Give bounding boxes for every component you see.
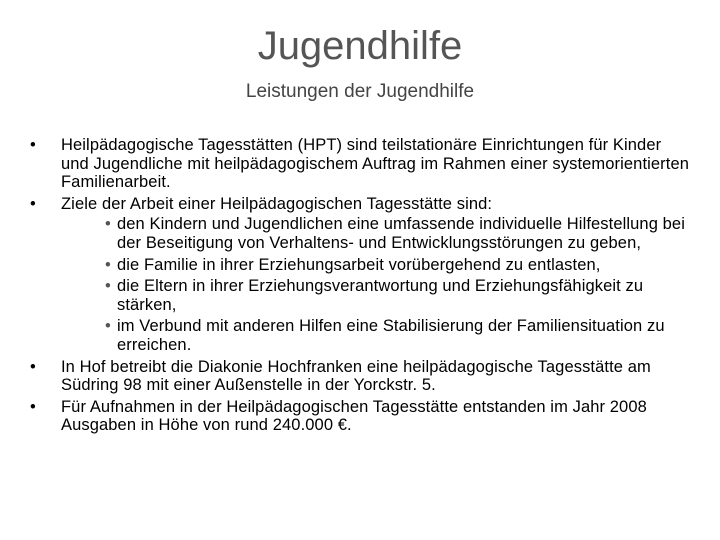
bullet-text: Für Aufnahmen in der Heilpädagogischen Tagesstätte entstanden im Jahr 2008 Ausgaben in Höhe von rund 240.000 €. bbox=[61, 397, 647, 435]
sub-bullet-text: die Familie in ihrer Erziehungsarbeit vorübergehend zu entlasten, bbox=[117, 255, 601, 274]
sub-bullet-icon: • bbox=[105, 317, 111, 336]
bullet-icon: • bbox=[30, 397, 36, 416]
sub-bullet-item-family-relief bbox=[105, 256, 690, 275]
sub-bullet-icon: • bbox=[105, 255, 111, 274]
bullet-text: Ziele der Arbeit einer Heilpädagogischen Tagesstätte sind: bbox=[61, 194, 493, 213]
bullet-icon: • bbox=[30, 357, 36, 376]
sub-bullet-item-help bbox=[105, 215, 690, 252]
bullet-icon: • bbox=[30, 194, 36, 213]
slide-subtitle: Leistungen der Jugendhilfe bbox=[245, 81, 475, 102]
bullet-item-hof-location bbox=[30, 358, 690, 395]
sub-bullet-icon: • bbox=[105, 277, 111, 296]
sub-bullet-list bbox=[105, 215, 690, 354]
sub-bullet-item-parents bbox=[105, 277, 690, 314]
bullet-list bbox=[30, 136, 690, 435]
sub-bullet-text: den Kindern und Jugendlichen eine umfassende individuelle Hilfestellung bei der Beseitigung von Verhaltens- und Entwicklungsstörungen zu geben, bbox=[117, 215, 685, 252]
bullet-text: Heilpädagogische Tagesstätten (HPT) sind teilstationäre Einrichtungen für Kinder und Jugendliche mit heilpädagogischem Auftrag im Rahmen einer systemorientierten Familienarbeit. bbox=[61, 136, 690, 192]
bullet-item-hpt-definition bbox=[30, 136, 690, 192]
slide-title: Jugendhilfe bbox=[257, 24, 463, 68]
sub-bullet-icon: • bbox=[105, 215, 111, 234]
bullet-icon: • bbox=[30, 136, 36, 154]
bullet-text: In Hof betreibt die Diakonie Hochfranken eine heilpädagogische Tagesstätte am Südring 98 mit einer Außenstelle in der Yorckstr. 5. bbox=[61, 357, 651, 395]
bullet-item-expenses bbox=[30, 398, 690, 435]
bullet-item-goals bbox=[30, 195, 690, 355]
sub-bullet-item-stabilisation bbox=[105, 317, 690, 354]
bullet-list-container bbox=[30, 136, 690, 438]
sub-bullet-text: die Eltern in ihrer Erziehungsverantwortung und Erziehungsfähigkeit zu stärken, bbox=[117, 277, 644, 314]
sub-bullet-text: im Verbund mit anderen Hilfen eine Stabilisierung der Familiensituation zu erreichen. bbox=[117, 317, 665, 354]
